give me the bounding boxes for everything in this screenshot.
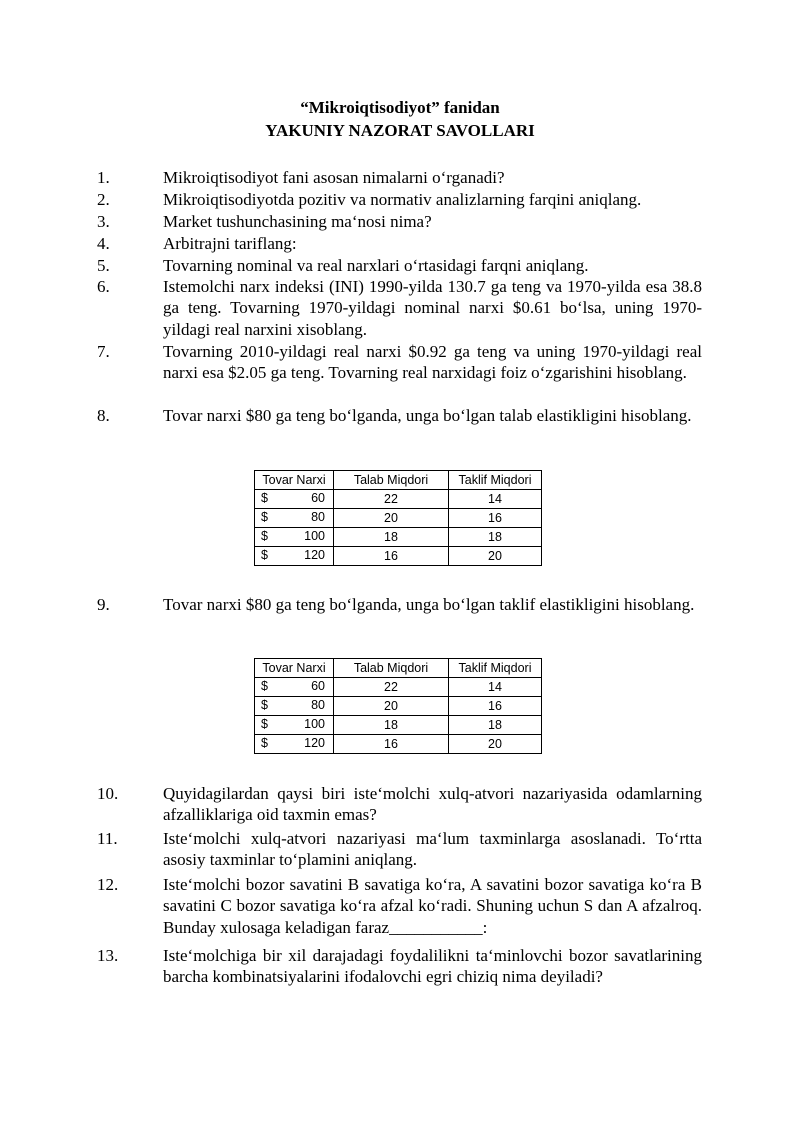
question-number: 7.: [97, 342, 110, 361]
question-text: Iste‘molchi bozor savatini B savatiga ko‘ra, A savatini bozor savatiga ko‘ra B savatini C bozor savatiga ko‘ra afzal ko‘radi. Shuning uchun S dan A afzalroq. Bunday xulosaga keladigan faraz___________:: [163, 875, 702, 937]
question-number: 2.: [97, 190, 110, 209]
supply-cell: 18: [449, 528, 542, 547]
price-quantity-table: [254, 470, 542, 566]
supply-cell: 20: [449, 547, 542, 566]
table-row: [255, 735, 542, 754]
document-main-title: YAKUNIY NAZORAT SAVOLLARI: [265, 121, 535, 140]
question-text: Tovar narxi $80 ga teng bo‘lganda, unga bo‘lgan taklif elastikligini hisoblang.: [163, 595, 695, 614]
question-number: 13.: [97, 946, 119, 965]
table-header-cell: Taklif Miqdori: [449, 659, 542, 678]
price-cell: [255, 490, 334, 509]
supply-cell: 14: [449, 490, 542, 509]
price-value: 60: [311, 679, 325, 693]
question-number: 6.: [97, 277, 110, 296]
question-number: 5.: [97, 256, 110, 275]
question-number: 10.: [97, 784, 119, 803]
price-cell: [255, 678, 334, 697]
price-cell: [255, 509, 334, 528]
currency-sign: $: [261, 679, 268, 693]
demand-cell: 20: [334, 509, 449, 528]
table-row: [255, 678, 542, 697]
currency-sign: $: [261, 510, 268, 524]
table-row: [255, 697, 542, 716]
price-value: 100: [304, 717, 325, 731]
currency-sign: $: [261, 491, 268, 505]
question-text: Istemolchi narx indeksi (INI) 1990-yilda 130.7 ga teng va 1970-yilda esa 38.8 ga teng. Tovarning 1970-yildagi nominal narxi $0.61 bo‘lsa, uning 1970-yildagi real narxini xisoblang.: [163, 277, 702, 339]
table-header-cell: Taklif Miqdori: [449, 471, 542, 490]
question-text: Tovarning nominal va real narxlari o‘rtasidagi farqni aniqlang.: [163, 256, 589, 275]
table-row: [255, 490, 542, 509]
supply-cell: 16: [449, 509, 542, 528]
question-number: 9.: [97, 595, 110, 614]
question-number: 4.: [97, 234, 110, 253]
question-number: 8.: [97, 406, 110, 425]
question-text: Tovarning 2010-yildagi real narxi $0.92 ga teng va uning 1970-yildagi real narxi esa $2.05 ga teng. Tovarning real narxidagi foiz o‘zgarishini hisoblang.: [163, 342, 702, 383]
table-row: [255, 528, 542, 547]
price-value: 100: [304, 529, 325, 543]
question-text: Arbitrajni tariflang:: [163, 234, 297, 253]
price-cell: [255, 697, 334, 716]
price-quantity-table: [254, 658, 542, 754]
supply-cell: 18: [449, 716, 542, 735]
question-text: Iste‘molchi xulq-atvori nazariyasi ma‘lum taxminlarga asoslanadi. To‘rtta asosiy taxminlar to‘plamini aniqlang.: [163, 829, 702, 870]
price-cell: [255, 528, 334, 547]
demand-cell: 18: [334, 716, 449, 735]
table-header-cell: Tovar Narxi: [255, 471, 334, 490]
question-number: 11.: [97, 829, 118, 848]
supply-cell: 16: [449, 697, 542, 716]
table-header-cell: Talab Miqdori: [334, 471, 449, 490]
question-text: Mikroiqtisodiyotda pozitiv va normativ analizlarning farqini aniqlang.: [163, 190, 642, 209]
question-number: 1.: [97, 168, 110, 187]
price-value: 80: [311, 698, 325, 712]
table-header-row: [255, 471, 542, 490]
table-header-cell: Tovar Narxi: [255, 659, 334, 678]
demand-cell: 22: [334, 490, 449, 509]
price-value: 60: [311, 491, 325, 505]
price-cell: [255, 547, 334, 566]
demand-cell: 18: [334, 528, 449, 547]
table-header-row: [255, 659, 542, 678]
question-text: Market tushunchasining ma‘nosi nima?: [163, 212, 432, 231]
price-value: 120: [304, 548, 325, 562]
question-number: 12.: [97, 875, 119, 894]
table-header-cell: Talab Miqdori: [334, 659, 449, 678]
question-text: Iste‘molchiga bir xil darajadagi foydalilikni ta‘minlovchi bozor savatlarining barcha kombinatsiyalarini ifodalovchi egri chiziq nima deyiladi?: [163, 946, 702, 987]
price-value: 120: [304, 736, 325, 750]
supply-cell: 20: [449, 735, 542, 754]
question-number: 3.: [97, 212, 110, 231]
currency-sign: $: [261, 548, 268, 562]
question-text: Tovar narxi $80 ga teng bo‘lganda, unga bo‘lgan talab elastikligini hisoblang.: [163, 406, 692, 425]
demand-cell: 16: [334, 735, 449, 754]
demand-cell: 20: [334, 697, 449, 716]
demand-cell: 16: [334, 547, 449, 566]
price-cell: [255, 716, 334, 735]
supply-cell: 14: [449, 678, 542, 697]
demand-cell: 22: [334, 678, 449, 697]
currency-sign: $: [261, 698, 268, 712]
currency-sign: $: [261, 736, 268, 750]
document-subject-title: “Mikroiqtisodiyot” fanidan: [300, 98, 500, 117]
table-row: [255, 547, 542, 566]
currency-sign: $: [261, 529, 268, 543]
price-cell: [255, 735, 334, 754]
table-row: [255, 509, 542, 528]
question-text: Mikroiqtisodiyot fani asosan nimalarni o‘rganadi?: [163, 168, 505, 187]
table-row: [255, 716, 542, 735]
currency-sign: $: [261, 717, 268, 731]
price-value: 80: [311, 510, 325, 524]
question-text: Quyidagilardan qaysi biri iste‘molchi xulq-atvori nazariyasida odamlarning afzalliklariga oid taxmin emas?: [163, 784, 702, 825]
